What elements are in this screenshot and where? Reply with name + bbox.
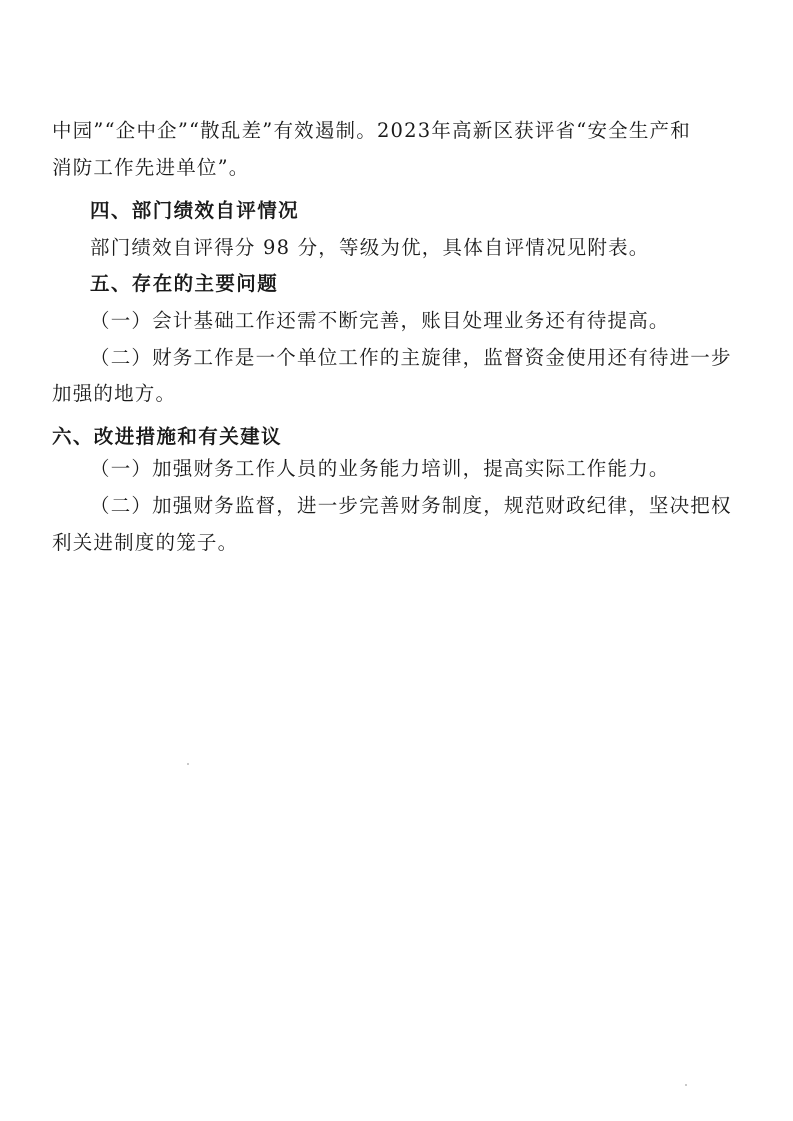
section-heading-5: 五、存在的主要问题 [90,272,279,295]
scan-speck [685,1084,687,1086]
scan-speck [187,763,189,765]
paragraph-line: 利关进制度的笼子。 [52,531,239,554]
paragraph-line: 中园”“企中企”“散乱差”有效遏制。2023年高新区获评省“安全生产和 [52,119,691,142]
section-heading-4: 四、部门绩效自评情况 [90,199,300,222]
paragraph-line: 消防工作先进单位”。 [52,156,250,179]
paragraph-line: （二）加强财务监督，进一步完善财务制度，规范财政纪律，坚决把权 [90,494,732,517]
paragraph-line: 加强的地方。 [52,382,177,405]
paragraph-line: 部门绩效自评得分 98 分，等级为优，具体自评情况见附表。 [90,236,650,259]
section-heading-6: 六、改进措施和有关建议 [52,425,282,448]
paragraph-line: （一）会计基础工作还需不断完善，账目处理业务还有待提高。 [90,309,670,332]
paragraph-line: （一）加强财务工作人员的业务能力培训，提高实际工作能力。 [90,457,670,480]
paragraph-line: （二）财务工作是一个单位工作的主旋律，监督资金使用还有待进一步 [90,346,732,369]
